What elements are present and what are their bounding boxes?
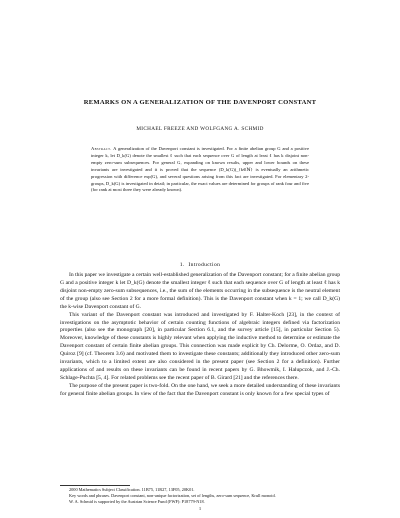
paragraph: This variant of the Davenport constant was introduced and investigated by F. Halter-Koch [23], in the context of investigations on the asymptotic behavior of certain counting functions of algebraic integers defined via factorization properties (also see the monograph [20], in particular Section 6.1, and the survey article [15], in particular Section 5). Moreover, knowledge of these constants is highly relevant when applying the inductive method to determine or estimate the Davenport constant of certain finite abelian groups. This connection was made explicit by Ch. Delorme, O. Ordaz, and D. Quiroz [9] (cf. Theorem 3.6) and motivated them to investigate these constants; additionally they introduced other zero-sum invariants, which to a limited extent are also considered in the present paper (see Section 2 for a definition). Further applications of and results on these invariants can be found in recent papers by G. Bhowmik, I. Halupczok, and J.-Ch. Schlage-Puchta [5, 4]. For related problems see the recent paper of B. Girard [21] and the references there. xyxy=(60,311,340,381)
section-title: Introduction xyxy=(188,262,221,268)
paper-authors: MICHAEL FREEZE AND WOLFGANG A. SCHMID xyxy=(136,126,264,132)
page-number: 1 xyxy=(198,506,202,511)
paragraph: The purpose of the present paper is two-fold. On the one hand, we seek a more detailed understanding of these invariants for general finite abelian groups. In view of the fact that the Davenport constant is only known for a few special types of xyxy=(60,382,340,397)
section-number: 1. xyxy=(179,262,185,268)
abstract-label: Abstract. xyxy=(91,146,112,151)
paper-title: REMARKS ON A GENERALIZATION OF THE DAVENPORT CONSTANT xyxy=(83,99,317,106)
abstract xyxy=(91,146,309,194)
paragraph: In this paper we investigate a certain well-established generalization of the Davenport constant; for a finite abelian group G and a positive integer k let D_k(G) denote the smallest integer ℓ such that each sequence over G of length at least ℓ has k disjoint non-empty zero-sum subsequences, i.e., the sum of the elements occurring in the subsequence is the neutral element of the group (also see Section 2 for a more formal definition). This is the Davenport constant when k = 1; we call D_k(G) the k-wise Davenport constant of G. xyxy=(60,272,340,310)
footnote-msc: 2000 Mathematics Subject Classification. 11B75, 11R27, 13F05, 20K01. xyxy=(69,487,195,492)
section-heading xyxy=(60,262,340,268)
body-text xyxy=(60,272,340,399)
footnote-divider xyxy=(60,485,130,486)
footnote-keywords: Key words and phrases. Davenport constant, non-unique factorization, set of lengths, zero-sum sequence, Krull monoid. xyxy=(69,492,276,498)
footnote-funding: W. A. Schmid is supported by the Austrian Science Fund (FWF): P18779-N18. xyxy=(69,498,205,504)
footnotes xyxy=(60,487,340,504)
abstract-text: A generalization of the Davenport constant is investigated. For a finite abelian group G and a positive integer k, let D_k(G) denote the smallest ℓ such that each sequence over G of length at least ℓ has k disjoint non-empty zero-sum subsequences. For general G, expanding on known results, upper and lower bounds on these invariants are investigated and it is proved that the sequence (D_k(G))_{k∈ℕ} is eventually an arithmetic progression with difference exp(G), and several questions arising from this fact are investigated. For elementary 2-groups, D_k(G) is investigated in detail; in particular, the exact values are determined for groups of rank four and five (for rank at most three they were already known). xyxy=(91,146,309,193)
